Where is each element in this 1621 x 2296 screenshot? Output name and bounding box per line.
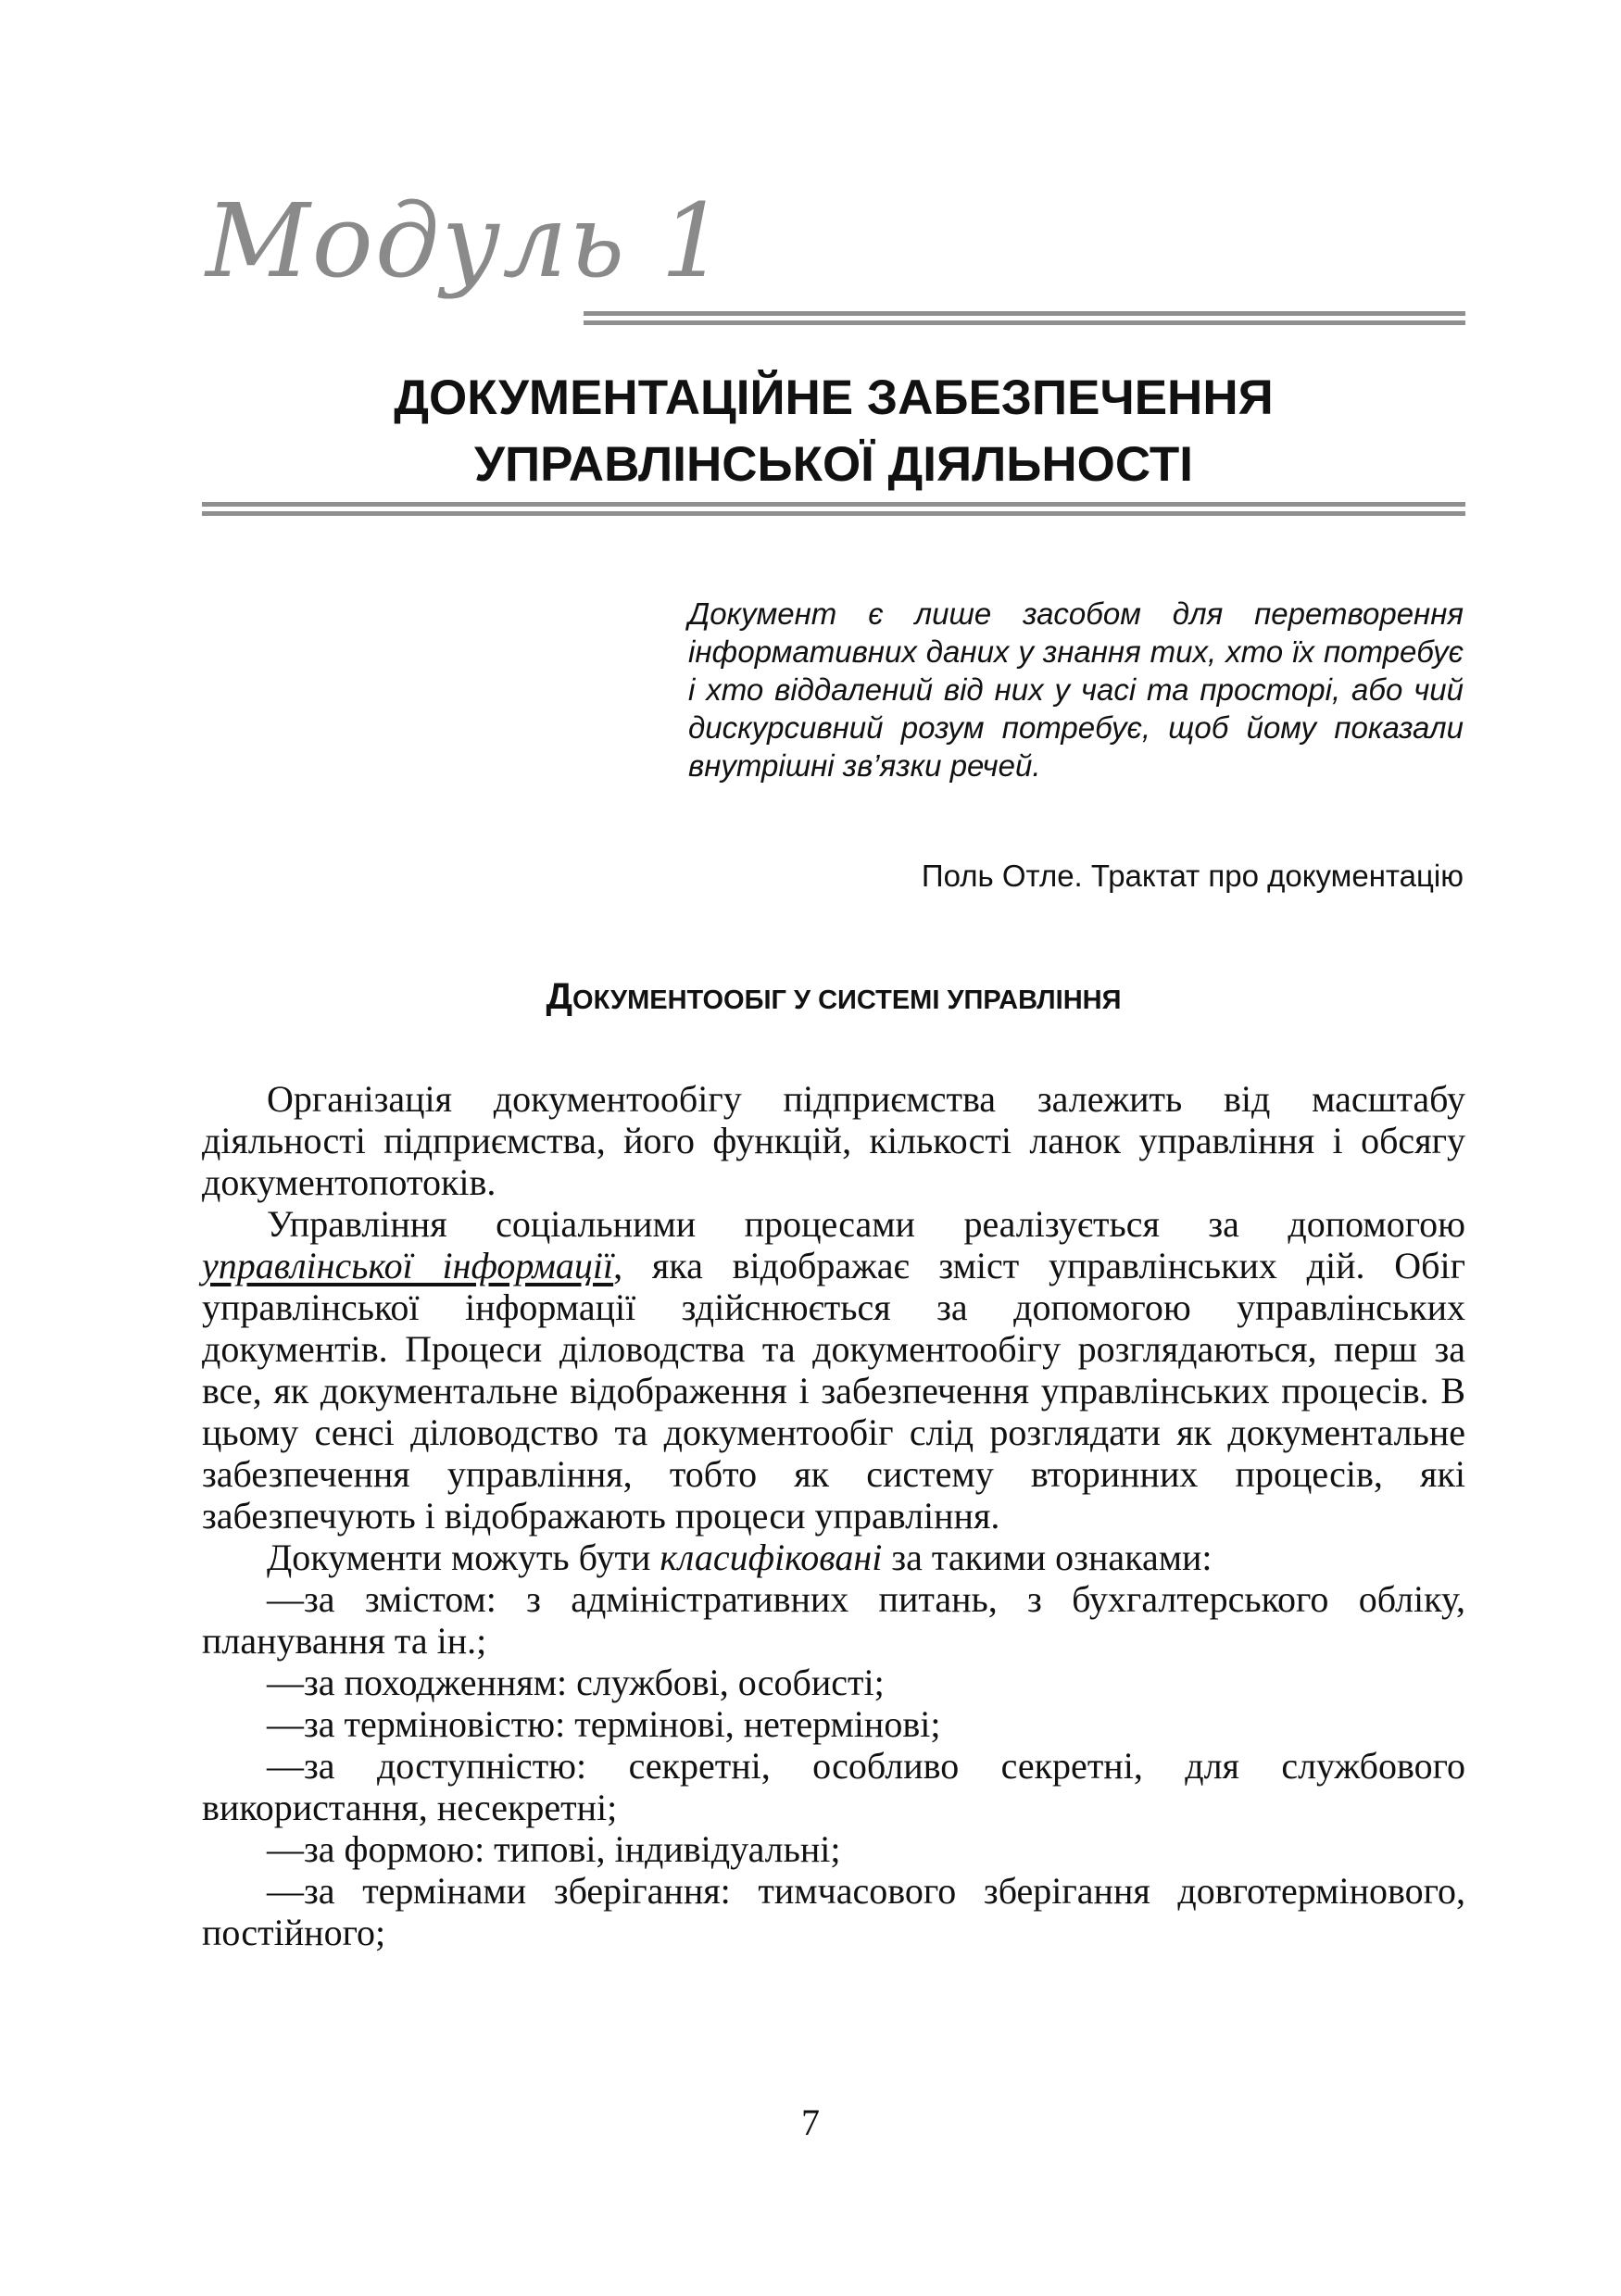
chapter-title-line-1: ДОКУМЕНТАЦІЙНЕ ЗАБЕЗПЕЧЕННЯ	[394, 370, 1274, 425]
paragraph-1: Організація документообігу підприємства залежить від масштабу діяльності підприємства, його функцій, кількості ланок управління і обсягу документопотоків.	[202, 1078, 1465, 1203]
paragraph-2-end: , яка відображає зміст управлінських дій. Обіг управлінської інформації здійснюється за допомогою управлінських документів. Процеси діловодства та документообігу розглядаються, перш за все, як документальне відображення і забезпечення управлінських процесів. В цьому сенсі діловодство та документообіг слід розглядати як документальне забезпечення управління, тобто як систему вторинних процесів, які забезпечують і відображають процеси управління.	[202, 1245, 1465, 1537]
paragraph-2-start: Управління соціальними процесами реалізується за допомогою	[267, 1203, 1465, 1245]
chapter-title	[202, 365, 1465, 498]
paragraph-3	[202, 1537, 1465, 1578]
list-item: —за походженням: службові, особисті;	[267, 1662, 885, 1703]
page-number: 7	[801, 2102, 820, 2143]
section-heading-initial: Д	[546, 976, 573, 1017]
module-label: Модуль 1	[206, 182, 728, 300]
paragraph-3-start: Документи можуть бути	[267, 1537, 660, 1578]
list-item: —за доступністю: секретні, особливо секретні, для службового використання, несекретні;	[202, 1745, 1465, 1828]
body-text	[202, 1078, 1465, 1953]
term-management-information: управлінської інформації	[202, 1245, 614, 1286]
section-heading	[202, 974, 1465, 1023]
bottom-divider	[202, 502, 1465, 516]
list-item: —за термінами зберігання: тимчасового зберігання довготермінового, постійного;	[202, 1870, 1465, 1953]
top-divider	[584, 311, 1465, 325]
chapter-title-line-2: УПРАВЛІНСЬКОЇ ДІЯЛЬНОСТІ	[474, 437, 1193, 492]
list-item: —за змістом: з адміністративних питань, з бухгалтерського обліку, планування та ін.;	[202, 1578, 1465, 1662]
paragraph-3-end: за такими ознаками:	[882, 1537, 1213, 1578]
list-item: —за формою: типові, індивідуальні;	[267, 1828, 841, 1870]
paragraph-2	[202, 1203, 1465, 1537]
section-heading-rest: ОКУМЕНТООБІГ У СИСТЕМІ УПРАВЛІННЯ	[572, 985, 1122, 1015]
epigraph-quote: Документ є лише засобом для перетворення інформативних даних у знання тих, хто їх потребує і хто віддалений від них у часі та просторі, або чий дискурсивний розум потребує, щоб йому показали внутрішні зв’язки речей.	[688, 596, 1464, 783]
list-item: —за терміновістю: термінові, нетермінові;	[267, 1703, 941, 1745]
epigraph-source: Поль Отле. Трактат про документацію	[921, 859, 1464, 893]
term-classified: класифіковані	[660, 1537, 883, 1578]
